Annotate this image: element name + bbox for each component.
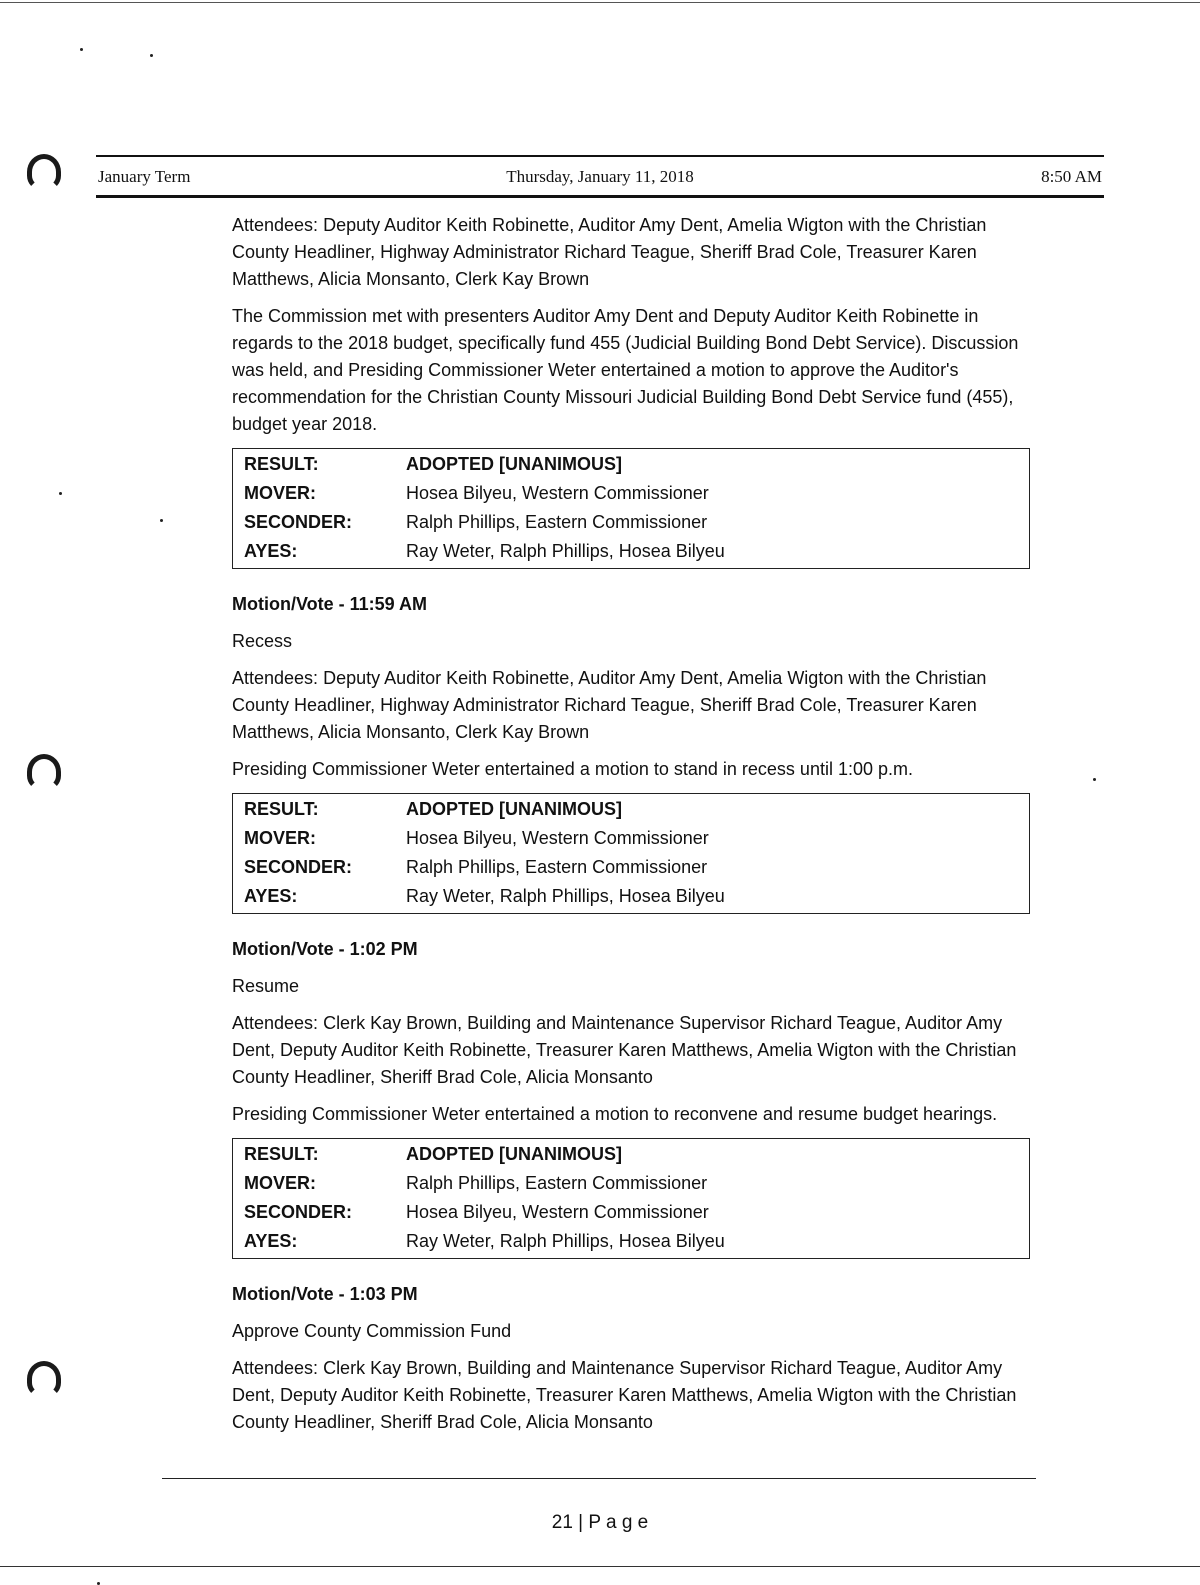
- scan-speck: [59, 492, 62, 495]
- scan-edge-bottom: [0, 1566, 1200, 1567]
- punch-hole-icon: [27, 754, 61, 790]
- motion-heading: Motion/Vote - 1:02 PM: [232, 939, 418, 959]
- vote-label: AYES:: [244, 541, 298, 561]
- vote-table: [232, 1138, 1030, 1259]
- vote-label: AYES:: [244, 1231, 298, 1251]
- vote-row-ayes: [233, 1227, 1029, 1256]
- header-rule-top: [96, 155, 1104, 157]
- vote-label: MOVER:: [244, 828, 316, 848]
- punch-hole-icon: [27, 1361, 61, 1397]
- vote-result: ADOPTED [UNANIMOUS]: [406, 799, 622, 819]
- vote-seconder: Ralph Phillips, Eastern Commissioner: [406, 512, 708, 532]
- vote-label: RESULT:: [244, 454, 319, 474]
- vote-row-result: [233, 795, 1029, 824]
- vote-seconder: Ralph Phillips, Eastern Commissioner: [406, 857, 708, 877]
- attendees-text: Attendees: Clerk Kay Brown, Building and Maintenance Supervisor Richard Teague, Auditor Amy Dent, Deputy Auditor Keith Robinette, Treasurer Karen Matthews, Amelia Wigton with the Christian County Headliner, Sheriff Brad Cole, Alicia Monsanto: [232, 1358, 1017, 1432]
- vote-ayes: Ray Weter, Ralph Phillips, Hosea Bilyeu: [406, 886, 725, 906]
- header-date: Thursday, January 11, 2018: [506, 167, 694, 186]
- vote-label: RESULT:: [244, 799, 319, 819]
- vote-row-result: [233, 450, 1029, 479]
- motion-body-text: The Commission met with presenters Auditor Amy Dent and Deputy Auditor Keith Robinette in regards to the 2018 budget, specifically fund 455 (Judicial Building Bond Debt Service). Discussion was held, and Presiding Commissioner Weter entertained a motion to approve the Auditor's recommendation for the Christian County Missouri Judicial Building Bond Debt Service fund (455), budget year 2018.: [232, 306, 1019, 434]
- attendees-text: Attendees: Deputy Auditor Keith Robinette, Auditor Amy Dent, Amelia Wigton with the Christian County Headliner, Highway Administrator Richard Teague, Sheriff Brad Cole, Treasurer Karen Matthews, Alicia Monsanto, Clerk Kay Brown: [232, 668, 987, 742]
- header-term: January Term: [98, 167, 191, 186]
- vote-ayes: Ray Weter, Ralph Phillips, Hosea Bilyeu: [406, 1231, 725, 1251]
- motion-title: Approve County Commission Fund: [232, 1321, 512, 1341]
- attendees-text: Attendees: Deputy Auditor Keith Robinette, Auditor Amy Dent, Amelia Wigton with the Christian County Headliner, Highway Administrator Richard Teague, Sheriff Brad Cole, Treasurer Karen Matthews, Alicia Monsanto, Clerk Kay Brown: [232, 215, 987, 289]
- vote-label: MOVER:: [244, 483, 316, 503]
- vote-mover: Hosea Bilyeu, Western Commissioner: [406, 483, 709, 503]
- motion-section-approve-fund: [232, 1281, 1032, 1436]
- scan-edge-top: [0, 2, 1200, 3]
- vote-label: SECONDER:: [244, 1202, 353, 1222]
- vote-label: SECONDER:: [244, 512, 353, 532]
- vote-row-ayes: [233, 537, 1029, 566]
- vote-label: SECONDER:: [244, 857, 353, 877]
- vote-row-result: [233, 1140, 1029, 1169]
- header-time: 8:50 AM: [1041, 167, 1102, 186]
- motion-body-text: Presiding Commissioner Weter entertained a motion to reconvene and resume budget hearings.: [232, 1104, 998, 1124]
- vote-row-ayes: [233, 882, 1029, 911]
- vote-row-seconder: [233, 1198, 1029, 1227]
- vote-result: ADOPTED [UNANIMOUS]: [406, 1144, 622, 1164]
- vote-label: AYES:: [244, 886, 298, 906]
- minutes-body: [232, 212, 1032, 1446]
- motion-heading: Motion/Vote - 11:59 AM: [232, 594, 428, 614]
- scan-speck: [80, 48, 83, 51]
- scan-speck: [150, 54, 153, 57]
- motion-body-text: Presiding Commissioner Weter entertained a motion to stand in recess until 1:00 p.m.: [232, 759, 913, 779]
- vote-ayes: Ray Weter, Ralph Phillips, Hosea Bilyeu: [406, 541, 725, 561]
- punch-hole-icon: [27, 154, 61, 190]
- vote-row-seconder: [233, 508, 1029, 537]
- vote-table: [232, 793, 1030, 914]
- vote-table: [232, 448, 1030, 569]
- motion-title: Resume: [232, 976, 300, 996]
- motion-title: Recess: [232, 631, 293, 651]
- scan-speck: [160, 519, 163, 522]
- vote-result: ADOPTED [UNANIMOUS]: [406, 454, 622, 474]
- vote-label: MOVER:: [244, 1173, 316, 1193]
- motion-section-recess: [232, 591, 1032, 914]
- vote-row-mover: [233, 824, 1029, 853]
- vote-row-mover: [233, 1169, 1029, 1198]
- vote-row-seconder: [233, 853, 1029, 882]
- header-rule-bottom: [96, 195, 1104, 198]
- vote-mover: Ralph Phillips, Eastern Commissioner: [406, 1173, 708, 1193]
- scan-speck: [1093, 778, 1096, 781]
- vote-label: RESULT:: [244, 1144, 319, 1164]
- page-number: 21 | P a g e: [551, 1512, 649, 1533]
- attendees-text: Attendees: Clerk Kay Brown, Building and Maintenance Supervisor Richard Teague, Auditor Amy Dent, Deputy Auditor Keith Robinette, Treasurer Karen Matthews, Amelia Wigton with the Christian County Headliner, Sheriff Brad Cole, Alicia Monsanto: [232, 1013, 1017, 1087]
- page-header: [96, 163, 1104, 191]
- vote-seconder: Hosea Bilyeu, Western Commissioner: [406, 1202, 709, 1222]
- motion-heading: Motion/Vote - 1:03 PM: [232, 1284, 418, 1304]
- vote-mover: Hosea Bilyeu, Western Commissioner: [406, 828, 709, 848]
- motion-section-resume: [232, 936, 1032, 1259]
- vote-row-mover: [233, 479, 1029, 508]
- footer-rule: [162, 1478, 1036, 1479]
- intro-section: [232, 212, 1032, 569]
